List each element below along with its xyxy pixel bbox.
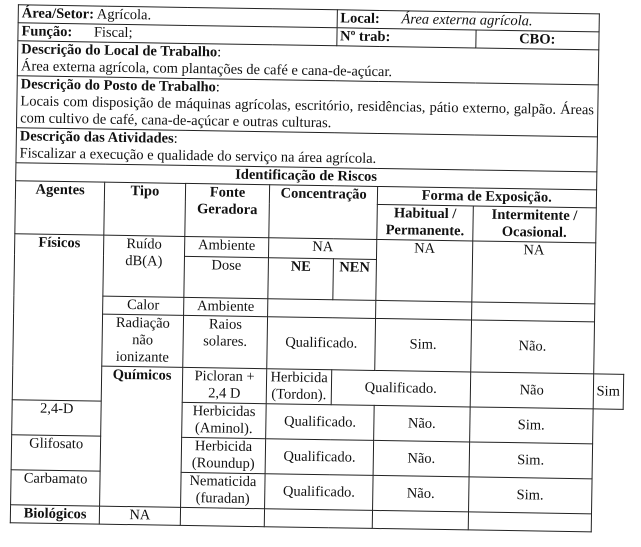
intermitente-cell: Sim. [469, 442, 592, 479]
fonte-cell: Ambiente [184, 236, 269, 257]
tipo-cell: Ruído dB(A) [103, 235, 184, 297]
habitual-cell: Não. [373, 440, 470, 477]
agent-fisicos: Físicos [12, 234, 104, 401]
conc-cell: Qualificado. [267, 317, 375, 371]
local-label: Local: [340, 10, 380, 27]
fonte-cell: Ambiente [183, 297, 268, 316]
cbo-label: CBO: [519, 31, 556, 48]
conc-cell [268, 299, 376, 319]
habitual-cell: Não. [372, 475, 469, 512]
local-text: Área externa agrícola, com plantações de café e cana-de-açúcar. [20, 58, 393, 81]
local-section: Descrição do Local de Trabalho: Área externa agrícola, com plantações de café e cana-de-açúcar. [17, 41, 628, 86]
posto-text: Locais com disposição de máquinas agrícolas, escritório, residências, pátio externo, galpão. Áreas com cultivo de café, cana-de-açúcar e outras culturas. [20, 93, 595, 132]
ntrab-label: Nº trab: [339, 28, 391, 46]
conc-cell: NA [269, 238, 377, 260]
nen-cell: NEN [332, 259, 376, 301]
ppra-form-table [10, 4, 630, 533]
tipo-cell: NA [100, 506, 181, 525]
fonte-cell: Herbicida (Tordon). [267, 369, 332, 405]
tipo-cell: Calor [103, 296, 184, 315]
col-agentes: Agentes [15, 181, 105, 235]
ntrab-cell [336, 28, 476, 48]
agent-quimicos: Químicos [100, 366, 182, 507]
col-concentracao: Concentração [269, 185, 377, 240]
habitual-cell [375, 300, 471, 320]
area-value: Agrícola. [96, 6, 152, 24]
conc-cell: Qualificado. [266, 404, 374, 441]
tipo-cell: Carbamato [11, 470, 101, 506]
atividades-title: Descrição das Atividades [19, 128, 174, 147]
funcao-value: Fiscal; [93, 24, 133, 42]
cbo-cell [476, 30, 599, 50]
fonte-cell: Raios solares. [182, 315, 268, 368]
posto-title: Descrição do Posto de Trabalho [20, 76, 216, 96]
funcao-label: Função: [21, 23, 73, 41]
atividades-text: Fiscalizar a execução e qualidade do serviço na área agrícola. [19, 145, 377, 167]
tipo-cell: Radiação não ionizante [102, 314, 183, 367]
conc-cell: Qualificado. [265, 474, 373, 511]
intermitente-cell: Sim. [469, 477, 592, 514]
intermitente-cell: Sim [593, 374, 624, 409]
fonte-cell: Herbicida (Roundup) [181, 437, 266, 473]
agent-biologicos: Biológicos [10, 505, 100, 524]
col-intermitente: Intermitente / Ocasional. [473, 206, 596, 243]
intermitente-cell [472, 302, 595, 322]
fonte-cell: Nematicida (furadan) [180, 472, 265, 508]
area-label: Área/Setor: [21, 5, 95, 23]
atividades-section: Descrição das Atividades: Fiscalizar a execução e qualidade do serviço na área agrícola. [16, 128, 627, 173]
tipo-cell: Glifosato [11, 435, 101, 471]
habitual-cell: Não. [374, 405, 471, 442]
col-tipo: Tipo [104, 182, 185, 236]
fonte-cell: Dose [183, 256, 268, 298]
tipo-cell: Picloran + 2,4 D [182, 367, 267, 403]
ne-cell: NE [268, 258, 333, 300]
col-fonte: Fonte Geradora [184, 183, 270, 237]
intermitente-cell: Não. [471, 320, 594, 374]
risk-row [13, 313, 625, 375]
habitual-cell: NA [376, 239, 473, 302]
col-forma: Forma de Exposição. [377, 186, 596, 207]
local-value: Área externa agrícola. [401, 11, 533, 30]
posto-section: Descrição do Posto de Trabalho: Locais com disposição de máquinas agrícolas, escritório, residências, pátio externo, galpão. Áreas com cultivo de café, cana-de-açúcar e outras culturas. [16, 76, 628, 138]
tipo-cell: 2,4-D [12, 400, 102, 436]
habitual-cell: Não [470, 372, 593, 409]
conc-cell: Qualificado. [266, 439, 374, 476]
fonte-cell: Herbicidas (Aminol). [181, 402, 266, 438]
conc-cell: Qualificado. [331, 370, 471, 407]
intermitente-cell: Sim. [470, 407, 593, 444]
habitual-cell: Sim. [375, 318, 472, 372]
risks-title: Identificação de Riscos [16, 163, 597, 190]
col-habitual: Habitual / Permanente. [377, 204, 474, 241]
local-title: Descrição do Local de Trabalho [21, 41, 218, 61]
intermitente-cell: NA [472, 241, 596, 304]
